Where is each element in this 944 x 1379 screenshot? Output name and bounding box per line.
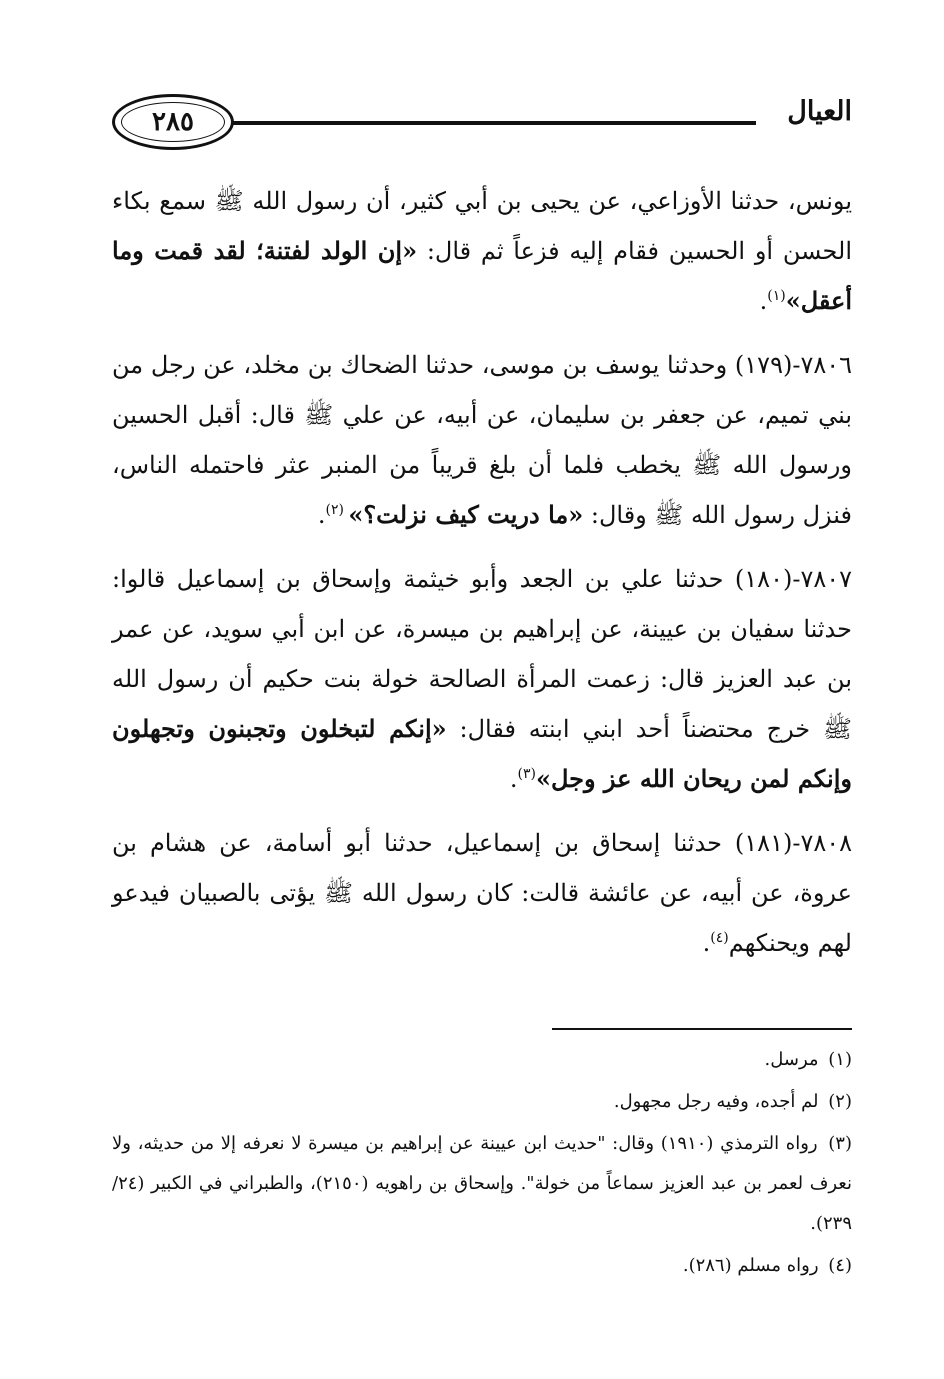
footnote-reference: (١) (767, 288, 786, 304)
paragraph-text: . (317, 501, 326, 529)
page-header (112, 92, 852, 156)
main-text (112, 176, 852, 982)
paragraph-text: . (759, 287, 768, 315)
paragraph (112, 176, 852, 326)
footnote (112, 1124, 852, 1244)
footnote-text: لم أجده، وفيه رجل مجهول. (613, 1091, 819, 1112)
paragraph-text: ٧٨٠٧-(١٨٠) حدثنا علي بن الجعد وأبو خيثمة وإسحاق بن إسماعيل قالوا: حدثنا سفيان بن عيينة، عن إبراهيم بن ميسرة، عن ابن أبي سويد، عن عمر بن عبد العزيز قال: زعمت المرأة الصالحة خولة بنت حكيم أن رسول الله ﷺ خرج محتضناً أحد ابني ابنته فقال: (112, 565, 852, 743)
paragraph-text: ٧٨٠٦-(١٧٩) وحدثنا يوسف بن موسى، حدثنا الضحاك بن مخلد، عن رجل من بني تميم، عن جعفر بن سليمان، عن أبيه، عن علي ﷺ قال: أقبل الحسين ورسول الله ﷺ يخطب فلما أن بلغ قريباً من المنبر عثر فاحتمله الناس، فنزل رسول الله ﷺ وقال: (112, 351, 852, 529)
hadith-quote: «إن الولد لفتنة؛ لقد قمت وما أعقل» (112, 236, 852, 315)
paragraph (112, 554, 852, 804)
chapter-title: العيال (787, 96, 852, 127)
paragraph-text: ٧٨٠٨-(١٨١) حدثنا إسحاق بن إسماعيل، حدثنا أبو أسامة، عن هشام بن عروة، عن أبيه، عن عائشة قالت: كان رسول الله ﷺ يؤتى بالصبيان فيدعو لهم ويحنكهم (112, 829, 852, 957)
footnote-number: (٤) (828, 1255, 852, 1276)
hadith-quote: «ما دريت كيف نزلت؟» (348, 500, 584, 529)
footnote-text: مرسل. (764, 1049, 819, 1070)
page-number-oval (112, 94, 234, 150)
footnote-text: رواه الترمذي (١٩١٠) وقال: "حديث ابن عيينة عن إبراهيم بن ميسرة لا نعرفه إلا من حديثه، ولا نعرف لعمر بن عبد العزيز سماعاً من خولة". وإسحاق بن راهويه (٢١٥٠)، والطبراني في الكبير (٢٤/ ٢٣٩). (112, 1133, 853, 1234)
paragraph (112, 340, 852, 540)
footnote-number: (٣) (828, 1133, 852, 1154)
footnote-text: رواه مسلم (٢٨٦). (682, 1255, 819, 1276)
footnote (112, 1040, 852, 1080)
footnotes (112, 1040, 852, 1288)
footnote-number: (٢) (828, 1091, 852, 1112)
hadith-quote: «إنكم لتبخلون وتجبنون وتجهلون وإنكم لمن ريحان الله عز وجل» (112, 714, 852, 793)
header-rule (232, 121, 756, 125)
footnote-number: (١) (828, 1049, 852, 1070)
footnote-reference: (٤) (710, 930, 729, 946)
paragraph (112, 818, 852, 968)
footnote-reference: (٢) (325, 502, 349, 518)
footnote (112, 1246, 852, 1286)
footnote (112, 1082, 852, 1122)
page-number: ٢٨٥ (152, 107, 194, 137)
paragraph-text: يونس، حدثنا الأوزاعي، عن يحيى بن أبي كثير، أن رسول الله ﷺ سمع بكاء الحسن أو الحسين فقام إليه فزعاً ثم قال: (112, 187, 853, 265)
footnote-separator (552, 1028, 852, 1030)
paragraph-text: . (509, 765, 518, 793)
footnote-reference: (٣) (517, 766, 536, 782)
paragraph-text: . (702, 929, 711, 957)
